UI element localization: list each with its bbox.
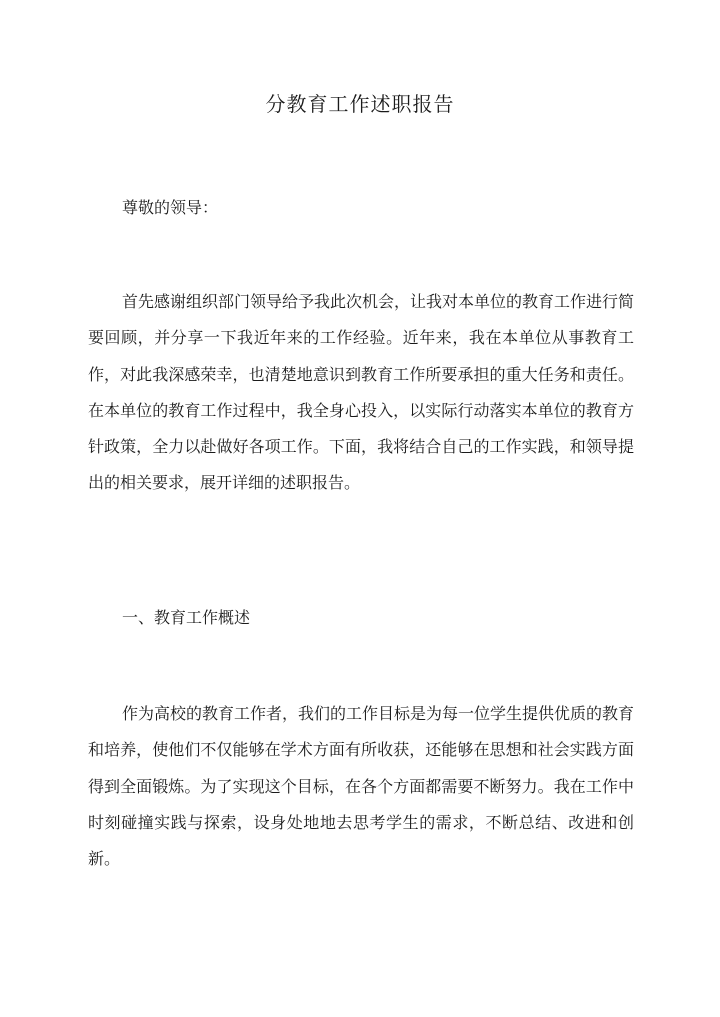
overview-paragraph: 作为高校的教育工作者，我们的工作目标是为每一位学生提供优质的教育和培养，使他们不仅能够在学术方面有所收获，还能够在思想和社会实践方面得到全面锻炼。为了实现这个目标，在各个方面都需要不断努力。我在工作中时刻碰撞实践与探索，设身处地地去思考学生的需求，不断总结、改进和创新。 [88,704,635,869]
document-title: 分教育工作述职报告 [265,92,455,116]
section-heading: 一、教育工作概述 [122,608,251,627]
intro-paragraph: 首先感谢组织部门领导给予我此次机会，让我对本单位的教育工作进行简要回顾，并分享一下我近年来的工作经验。近年来，我在本单位从事教育工作，对此我深感荣幸，也清楚地意识到教育工作所要承担的重大任务和责任。在本单位的教育工作过程中，我全身心投入，以实际行动落实本单位的教育方针政策，全力以赴做好各项工作。下面，我将结合自己的工作实践，和领导提出的相关要求，展开详细的述职报告。 [88,292,635,493]
salutation: 尊敬的领导： [122,198,219,217]
